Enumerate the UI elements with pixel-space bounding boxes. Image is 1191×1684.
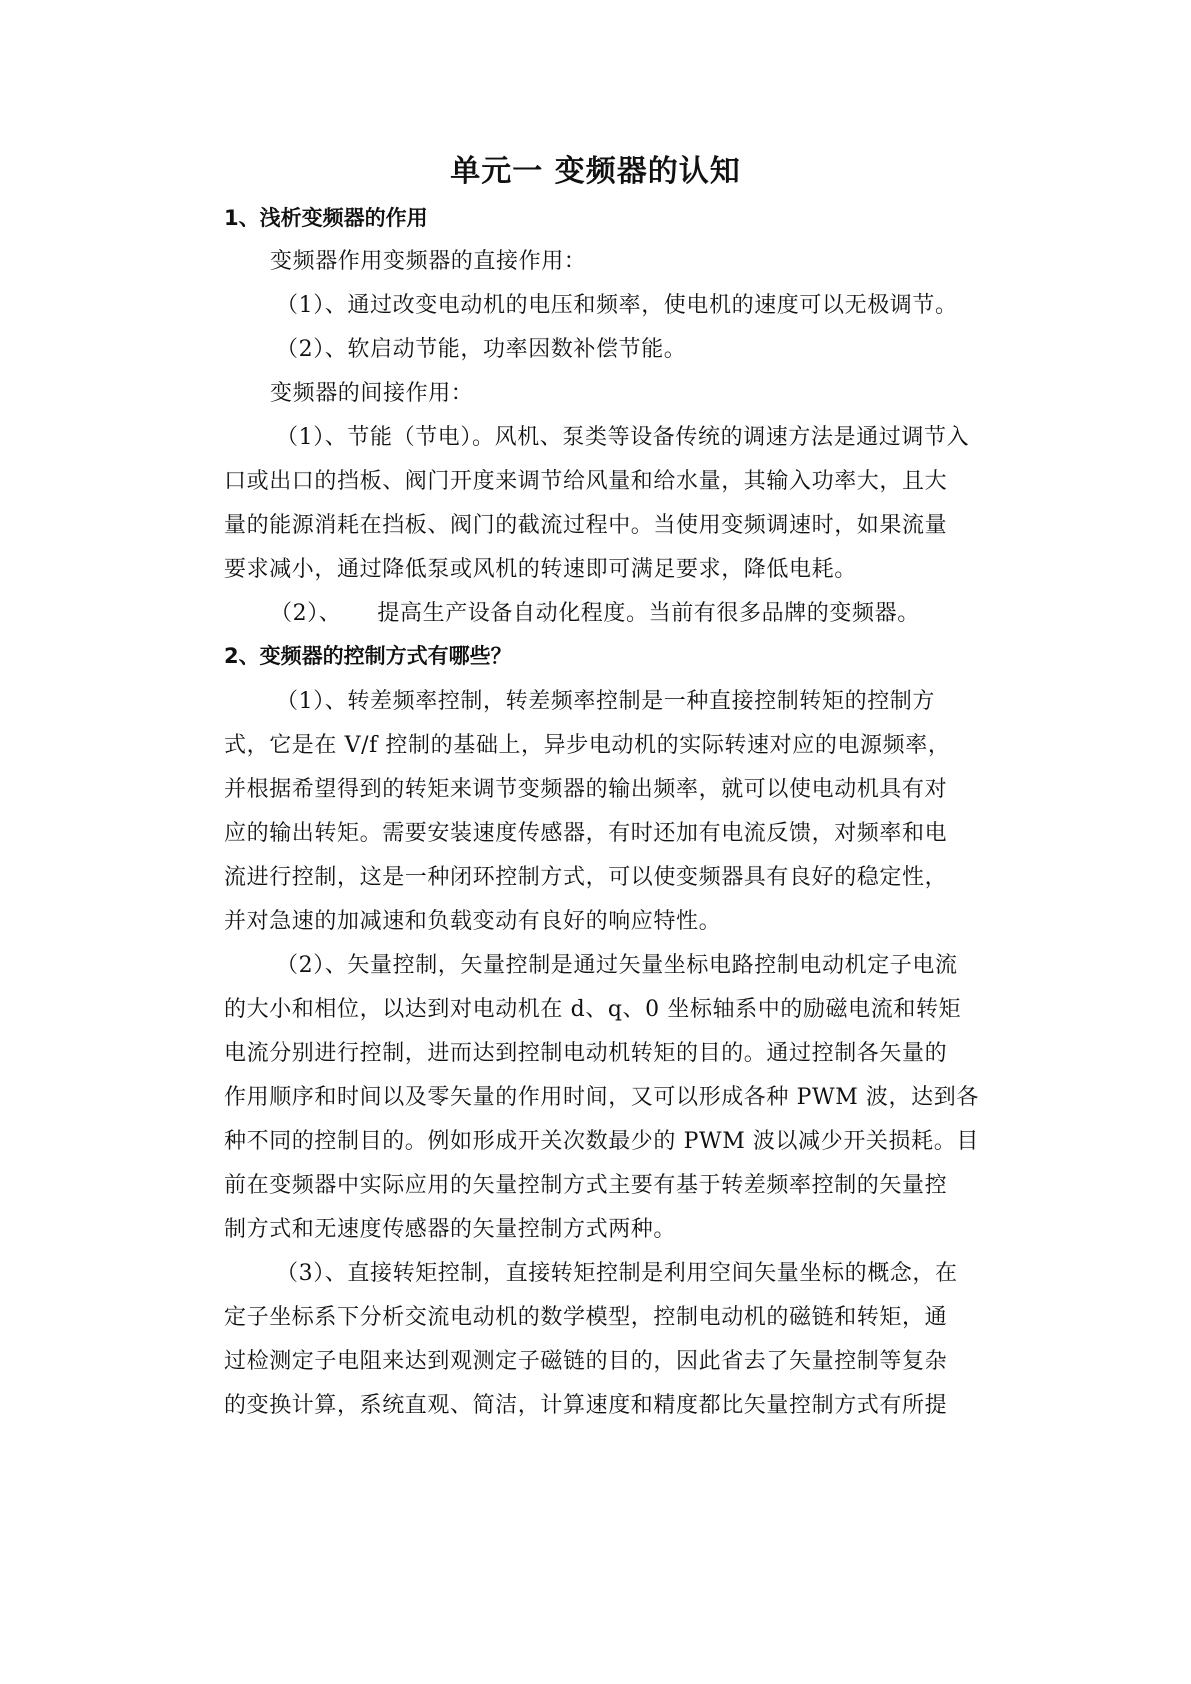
list-text: 提高生产设备自动化程度。当前有很多品牌的变频器。 (377, 601, 920, 626)
paragraph-line: （1）、节能（节电）。风机、泵类等设备传统的调速方法是通过调节入 (276, 425, 970, 450)
paragraph-line: 要求减小，通过降低泵或风机的转速即可满足要求，降低电耗。 (224, 557, 857, 582)
paragraph-line: 变频器的间接作用： (270, 381, 474, 406)
list-prefix: （2）、 (270, 601, 342, 626)
paragraph-line: 的大小和相位，以达到对电动机在 d、q、0 坐标轴系中的励磁电流和转矩 (224, 997, 962, 1022)
paragraph-line: 口或出口的挡板、阀门开度来调节给风量和给水量，其输入功率大，且大 (224, 469, 948, 494)
paragraph-line: 变频器作用变频器的直接作用： (270, 249, 587, 274)
paragraph-line: 制方式和无速度传感器的矢量控制方式两种。 (224, 1217, 677, 1242)
paragraph-line: 的变换计算，系统直观、简洁，计算速度和精度都比矢量控制方式有所提 (224, 1393, 948, 1418)
section-heading-1: 1、浅析变频器的作用 (224, 206, 428, 230)
paragraph-line: 作用顺序和时间以及零矢量的作用时间，又可以形成各种 PWM 波，达到各 (224, 1085, 979, 1110)
paragraph-line: 电流分别进行控制，进而达到控制电动机转矩的目的。通过控制各矢量的 (224, 1041, 948, 1066)
paragraph-line: （2）、软启动节能，功率因数补偿节能。 (276, 337, 687, 362)
paragraph-line: （1）、通过改变电动机的电压和频率，使电机的速度可以无极调节。 (276, 293, 958, 318)
paragraph-line: 过检测定子电阻来达到观测定子磁链的目的，因此省去了矢量控制等复杂 (224, 1349, 948, 1374)
paragraph-line: （2）、矢量控制，矢量控制是通过矢量坐标电路控制电动机定子电流 (276, 953, 958, 978)
paragraph-line: 种不同的控制目的。例如形成开关次数最少的 PWM 波以减少开关损耗。目 (224, 1129, 979, 1154)
paragraph-line: 前在变频器中实际应用的矢量控制方式主要有基于转差频率控制的矢量控 (224, 1173, 948, 1198)
paragraph-line (270, 599, 1050, 629)
page-title: 单元一 变频器的认知 (450, 154, 741, 189)
paragraph-line: 流进行控制，这是一种闭环控制方式，可以使变频器具有良好的稳定性， (224, 865, 948, 890)
paragraph-line: 式，它是在 V/f 控制的基础上，异步电动机的实际转速对应的电源频率， (224, 733, 951, 758)
paragraph-line: 并对急速的加减速和负载变动有良好的响应特性。 (224, 909, 722, 934)
paragraph-line: 应的输出转矩。需要安装速度传感器，有时还加有电流反馈，对频率和电 (224, 821, 948, 846)
section-heading-2: 2、变频器的控制方式有哪些？ (224, 644, 512, 668)
paragraph-line: （1）、转差频率控制，转差频率控制是一种直接控制转矩的控制方 (276, 689, 935, 714)
paragraph-line: 定子坐标系下分析交流电动机的数学模型，控制电动机的磁链和转矩，通 (224, 1305, 948, 1330)
paragraph-line: 量的能源消耗在挡板、阀门的截流过程中。当使用变频调速时，如果流量 (224, 513, 948, 538)
paragraph-line: 并根据希望得到的转矩来调节变频器的输出频率，就可以使电动机具有对 (224, 777, 948, 802)
paragraph-line: （3）、直接转矩控制，直接转矩控制是利用空间矢量坐标的概念，在 (276, 1261, 958, 1286)
